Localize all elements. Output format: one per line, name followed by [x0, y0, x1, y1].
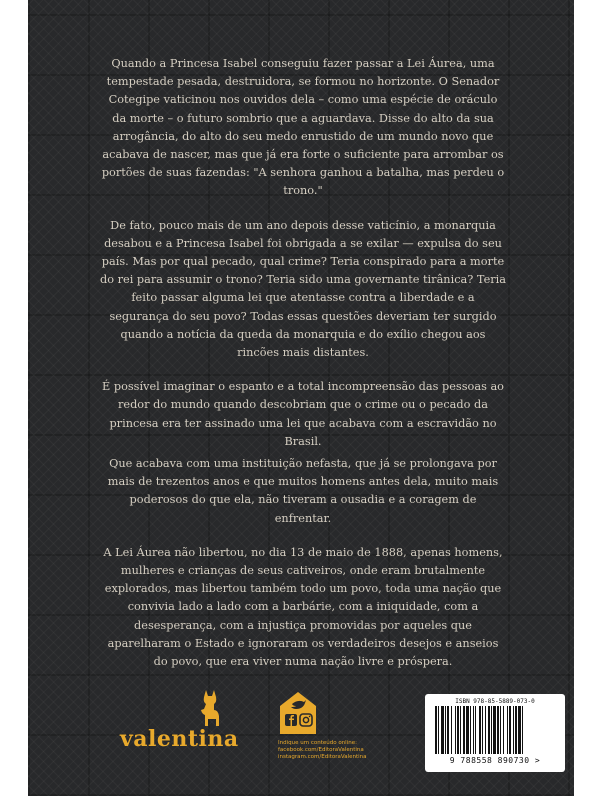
house-icon: [278, 690, 318, 736]
social-line: facebook.com/EditoraValentina: [278, 747, 364, 753]
paragraph-3: É possível imaginar o espanto e a total incompreensão das pessoas ao redor do mundo quando descobriam que o crime ou o pecado da princesa era ter assinado uma lei que acabava com a escravidão no Brasil.: [102, 380, 504, 448]
dog-logo-icon: [198, 688, 224, 728]
publisher-logo: valentina: [120, 726, 239, 752]
paragraph-5: A Lei Áurea não libertou, no dia 13 de maio de 1888, apenas homens, mulheres e crianças de seus cativeiros, onde eram brutalmente explorados, mas libertou também todo um povo, toda uma nação que convivia lado a lado com a barbárie, com a iniquidade, com a desesperança, com a injustiça promovidas por aqueles que aparelharam o Estado e ignoraram os verdadeiros desejos e anseios do povo, que era viver numa nação livre e próspera.: [103, 545, 503, 669]
isbn-label: ISBN 978-85-5889-073-0: [455, 698, 535, 705]
social-links: [278, 740, 378, 761]
social-line: Indique um conteúdo online:: [278, 740, 357, 746]
synopsis-text: [100, 55, 506, 687]
social-line: instagram.com/EditoraValentina: [278, 754, 367, 760]
social-info: [278, 690, 378, 761]
paragraph-2: De fato, pouco mais de um ano depois desse vaticínio, a monarquia desabou e a Princesa Isabel foi obrigada a se exilar — expulsa do seu país. Mas por qual pecado, qual crime? Teria conspirado para a morte do rei para assumir o trono? Teria sido uma governante tirânica? Teria feito passar alguma lei que atentasse contra a liberdade e a segurança do seu povo? Todas essas questões deveriam ter surgido quando a notícia da queda da monarquia e do exílio chegou aos rincões mais distantes.: [100, 218, 506, 360]
paragraph-1: Quando a Princesa Isabel conseguiu fazer passar a Lei Áurea, uma tempestade pesada, destruidora, se formou no horizonte. O Senador Cotegipe vaticinou nos ouvidos dela – como uma espécie de oráculo da morte – o futuro sombrio que a aguardava. Disse do alto da sua arrogância, do alto do seu medo enrustido de um mundo novo que acabava de nascer, mas que já era forte o suficiente para arrombar os portões de suas fazendas: "A senhora ganhou a batalha, mas perdeu o trono.": [101, 57, 505, 198]
barcode-box: [425, 694, 565, 772]
barcode: [433, 706, 557, 754]
paragraph-4: Que acabava com uma instituição nefasta, que já se prolongava por mais de trezentos anos e que muitos homens antes dela, muito mais poderosos do que ela, não tiveram a ousadia e a coragem de enfrentar.: [107, 457, 499, 525]
book-back-cover: [28, 0, 574, 796]
barcode-digits: 9 788558 890730 >: [449, 756, 541, 765]
